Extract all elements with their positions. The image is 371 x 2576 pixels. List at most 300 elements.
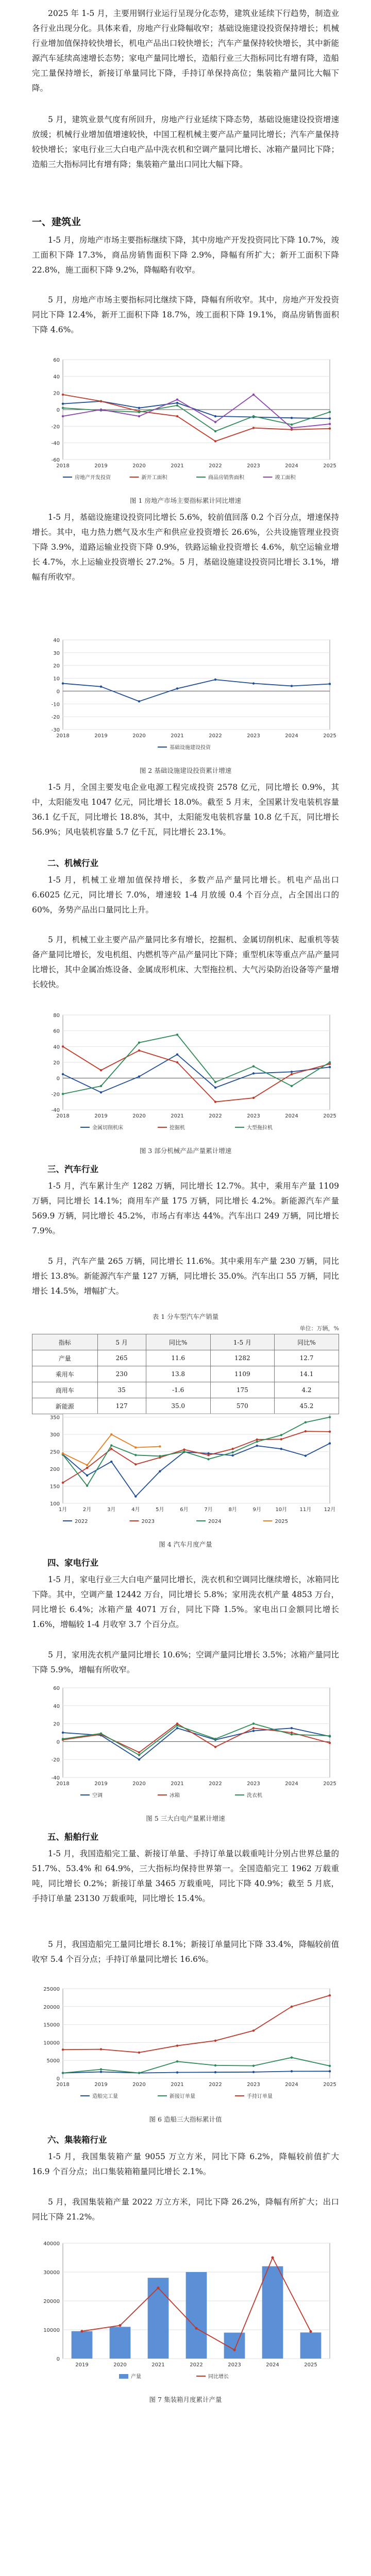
x-tick-label: 2024 bbox=[285, 1781, 298, 1787]
x-tick-label: 9月 bbox=[252, 1507, 261, 1513]
y-tick-label: 20 bbox=[53, 663, 60, 669]
series-point bbox=[252, 427, 255, 429]
x-tick-label: 2018 bbox=[56, 733, 70, 739]
y-tick-label: 200 bbox=[49, 1467, 60, 1473]
series-point bbox=[252, 1097, 255, 1099]
intro-paragraph-1: 2025 年 1-5 月，主要用钢行业运行呈现分化态势，建筑业延续下行趋势，制造业各行业出现分化。具体来看，房地产行业降幅收窄；基础设施建设投资保持增长；机械行业增加值保持较快增长，机电产品出口较快增长；汽车产量保持较快增长，其中新能源汽车延续高速增长态势；家电产量同比增长，造船行业三大指标同比有增有降，造船完工量保持增长，新接订单量同比下降，手持订单保持高位；集装箱产量同比大幅下降。 bbox=[32, 9, 339, 93]
legend-label: 冰箱 bbox=[170, 1793, 180, 1799]
figure-2 bbox=[32, 633, 339, 761]
auto-paragraph-2: 5 月，汽车产量 265 万辆，同比增长 11.6%。其中乘用车产量 230 万辆，同比增长 13.8%。新能源汽车产量 127 万辆，同比增长 35.0%。汽车出口 55 万辆，同比增长 14.5%，增幅扩大。 bbox=[32, 1257, 339, 1296]
y-tick-label: 40 bbox=[53, 374, 60, 380]
bar bbox=[72, 2331, 93, 2359]
series-point bbox=[329, 1416, 331, 1418]
y-tick-label: 40 bbox=[53, 1703, 60, 1709]
series-point bbox=[100, 2068, 102, 2070]
table-cell: 570 bbox=[210, 1398, 274, 1414]
auto-paragraph-1: 1-5 月，汽车累计生产 1282 万辆，同比增长 12.7%。其中，乘用车产量 1109 万辆，同比增长 14.1%；商用车产量 175 万辆，同比增长 4.2%。新能源汽车产量 569.9 万辆，同比增长 45.2%，市场占有率达 44%。汽车出口 249 万辆，同比增长 7.9%。 bbox=[32, 1181, 339, 1235]
shipbuilding-line-chart bbox=[32, 1981, 339, 2110]
series-point bbox=[138, 2052, 140, 2054]
series-point bbox=[329, 1442, 331, 1444]
legend-label: 手持订单量 bbox=[247, 2094, 273, 2099]
series-point bbox=[138, 415, 140, 417]
series-point bbox=[86, 1467, 88, 1469]
series-point bbox=[138, 1049, 140, 1052]
x-tick-label: 2022 bbox=[190, 2362, 203, 2368]
series-point bbox=[176, 687, 178, 689]
figure-5-caption: 图 5 三大白电产量累计增速 bbox=[146, 1815, 225, 1822]
series-point bbox=[134, 1446, 137, 1448]
y-tick-label: 30000 bbox=[43, 2270, 60, 2276]
series-point bbox=[62, 1073, 64, 1075]
legend-label: 竣工面积 bbox=[275, 475, 296, 481]
series-point bbox=[86, 1475, 88, 1477]
series-point bbox=[291, 417, 293, 419]
x-tick-label: 2025 bbox=[323, 1113, 336, 1119]
y-tick-label: 300 bbox=[49, 1432, 60, 1438]
series-point bbox=[100, 409, 102, 411]
table-cell: 35.0 bbox=[146, 1398, 210, 1414]
x-tick-label: 2018 bbox=[56, 463, 70, 469]
bar bbox=[186, 2272, 207, 2359]
x-tick-label: 2018 bbox=[56, 2082, 70, 2088]
series-point bbox=[86, 1464, 88, 1466]
x-tick-label: 2020 bbox=[132, 463, 146, 469]
table-cell: 12.7 bbox=[274, 1350, 339, 1366]
x-tick-label: 2019 bbox=[94, 1113, 108, 1119]
y-tick-label: 350 bbox=[49, 1415, 60, 1421]
y-tick-label: 40000 bbox=[43, 2241, 60, 2247]
series-point bbox=[329, 1742, 331, 1744]
y-tick-label: -20 bbox=[51, 424, 60, 430]
y-tick-label: 25000 bbox=[43, 1987, 60, 1992]
x-tick-label: 2022 bbox=[209, 463, 222, 469]
series-point bbox=[291, 2070, 293, 2072]
y-tick-label: 20 bbox=[53, 391, 60, 397]
x-tick-label: 2019 bbox=[94, 2082, 108, 2088]
figure-4-caption: 图 4 汽车月度产量 bbox=[159, 1540, 212, 1548]
table-caption: 表 1 分车型汽车产销量 bbox=[152, 1313, 219, 1320]
series-point bbox=[309, 2330, 312, 2333]
y-tick-label: 20000 bbox=[43, 2299, 60, 2304]
figure-7 bbox=[32, 2236, 339, 2391]
y-tick-label: 0 bbox=[56, 2076, 60, 2082]
series-point bbox=[214, 2040, 216, 2042]
series-point bbox=[252, 394, 255, 396]
figure-3-caption: 图 3 部分机械产品产量累计增速 bbox=[139, 1147, 232, 1155]
y-tick-label: 5000 bbox=[46, 2058, 60, 2064]
x-tick-label: 2023 bbox=[247, 1781, 260, 1787]
figure-7-caption: 图 7 集装箱月度累计产量 bbox=[149, 2396, 222, 2403]
table-row bbox=[32, 1350, 339, 1366]
legend-label: 产量 bbox=[131, 2374, 141, 2380]
series-point bbox=[134, 1495, 137, 1497]
y-tick-label: -40 bbox=[51, 1108, 60, 1113]
table-cell: 1109 bbox=[210, 1366, 274, 1382]
y-tick-label: 10000 bbox=[43, 2328, 60, 2333]
series-point bbox=[100, 400, 102, 402]
table-cell: 175 bbox=[210, 1382, 274, 1398]
x-tick-label: 2020 bbox=[132, 1113, 146, 1119]
series-point bbox=[233, 2349, 235, 2351]
legend-swatch bbox=[119, 2374, 128, 2379]
table-cell: 230 bbox=[97, 1366, 146, 1382]
appliance-line-chart bbox=[32, 1681, 339, 1809]
series-point bbox=[252, 1722, 255, 1724]
y-tick-label: 60 bbox=[53, 1686, 60, 1691]
x-tick-label: 3月 bbox=[107, 1507, 116, 1513]
series-point bbox=[183, 1450, 185, 1452]
table-cell: 新能源 bbox=[32, 1398, 98, 1414]
plot-frame bbox=[63, 640, 330, 730]
series-point bbox=[62, 682, 64, 684]
series-point bbox=[291, 2006, 293, 2008]
x-tick-label: 2020 bbox=[113, 2362, 127, 2368]
table-cell: -1.6 bbox=[146, 1382, 210, 1398]
series-point bbox=[110, 1461, 112, 1463]
x-tick-label: 2021 bbox=[171, 1781, 184, 1787]
series-point bbox=[100, 1069, 102, 1071]
y-tick-label: 15000 bbox=[43, 2022, 60, 2028]
series-point bbox=[291, 1085, 293, 1087]
series-point bbox=[214, 1738, 216, 1740]
x-tick-label: 5月 bbox=[156, 1507, 164, 1513]
shipbuilding-paragraph-2: 5 月，我国造船完工量同比增长 8.1%；新接订单量同比下降 33.4%，降幅较前值收窄 5.4 个百分点；手持订单量同比增长 16.6%。 bbox=[32, 1940, 339, 1964]
series-point bbox=[195, 2327, 197, 2330]
series-point bbox=[280, 1434, 282, 1436]
series-point bbox=[280, 1448, 282, 1450]
bar bbox=[148, 2278, 169, 2359]
machinery-paragraph-2: 5 月，机械工业主要产品产量同比多有增长，挖掘机、金属切削机床、起重机等装备产量同比增长，发电机组、内燃机等产品产量同比下降；重型机床等重点产品产量同比增长，其中金属冶炼设备、金属成形机床、大型拖拉机、大气污染防治设备等产量增长较快。 bbox=[32, 935, 339, 989]
series-point bbox=[110, 1444, 112, 1446]
x-tick-label: 1月 bbox=[58, 1507, 68, 1513]
y-tick-label: -20 bbox=[51, 715, 60, 721]
section-title-construction: 一、建筑业 bbox=[32, 216, 81, 228]
x-tick-label: 2021 bbox=[171, 733, 184, 739]
figure-5 bbox=[32, 1681, 339, 1809]
x-tick-label: 2020 bbox=[132, 733, 146, 739]
series-point bbox=[252, 1065, 255, 1067]
y-tick-label: 30 bbox=[53, 650, 60, 656]
series-point bbox=[176, 398, 178, 400]
series-point bbox=[138, 411, 140, 413]
series-point bbox=[176, 415, 178, 417]
series-point bbox=[305, 1421, 307, 1423]
construction-paragraph-3: 1-5 月，基础设施建设投资同比增长 5.6%，较前值回落 0.2 个百分点，增速保持增长。其中，电力热力燃气及水生产和供应业投资增长 26.6%，公共设施管理业投资下降 3.9%，道路运输业投资下降 0.9%，铁路运输业投资增长 4.6%，航空运输业增长 4.7%，水上运输业投资增长 27.2%。5 月，基础设施建设投资同比增长 3.1%，增幅有所收窄。 bbox=[32, 513, 339, 582]
series-point bbox=[291, 423, 293, 426]
table-cell: 产量 bbox=[32, 1350, 98, 1366]
series-point bbox=[214, 430, 216, 432]
series-point bbox=[252, 2064, 255, 2066]
series-point bbox=[329, 1735, 331, 1737]
series-point bbox=[176, 1053, 178, 1055]
series-point bbox=[291, 1727, 293, 1729]
section-title-container: 六、集装箱行业 bbox=[47, 2135, 107, 2145]
x-tick-label: 2023 bbox=[247, 463, 260, 469]
series-point bbox=[62, 1452, 64, 1454]
series-point bbox=[231, 1454, 233, 1456]
legend-label: 同比增长 bbox=[208, 2374, 229, 2380]
table-header-cell: 同比% bbox=[146, 1334, 210, 1350]
series-point bbox=[214, 1100, 216, 1103]
plot-frame bbox=[63, 1989, 330, 2078]
container-paragraph-1: 1-5 月，我国集装箱产量 9055 万立方米，同比下降 6.2%，降幅较前值扩大 16.9 个百分点；出口集装箱箱量同比增长 2.1%。 bbox=[32, 2152, 339, 2176]
x-tick-label: 2024 bbox=[285, 733, 298, 739]
series-point bbox=[62, 1738, 64, 1740]
y-tick-label: 20 bbox=[53, 1060, 60, 1066]
series-point bbox=[291, 2056, 293, 2058]
table-cell: 127 bbox=[97, 1398, 146, 1414]
y-tick-label: 20 bbox=[53, 1721, 60, 1727]
series-point bbox=[329, 428, 331, 430]
table-cell: 商用车 bbox=[32, 1382, 98, 1398]
series-point bbox=[252, 2029, 255, 2031]
y-tick-label: 100 bbox=[49, 1501, 60, 1507]
table-cell: 265 bbox=[97, 1350, 146, 1366]
series-point bbox=[62, 1045, 64, 1047]
table-header-cell: 同比% bbox=[274, 1334, 339, 1350]
table-row bbox=[32, 1366, 339, 1382]
figure-6 bbox=[32, 1981, 339, 2110]
y-tick-label: -20 bbox=[51, 1092, 60, 1098]
series-point bbox=[62, 394, 64, 396]
table-cell: 45.2 bbox=[274, 1398, 339, 1414]
series-point bbox=[62, 1732, 64, 1734]
x-tick-label: 8月 bbox=[228, 1507, 237, 1513]
appliance-paragraph-2: 5 月，家用洗衣机产量同比增长 10.6%；空调产量同比增长 3.5%；冰箱产量同比下降 5.9%，增幅有所收窄。 bbox=[32, 1650, 339, 1674]
series-point bbox=[231, 1451, 233, 1453]
auto-output-table bbox=[32, 1334, 339, 1414]
series-point bbox=[159, 1445, 161, 1447]
legend-label: 挖掘机 bbox=[170, 1125, 185, 1131]
series-point bbox=[256, 1445, 258, 1447]
series-point bbox=[256, 1440, 258, 1443]
construction-paragraph-2: 5 月，房地产市场主要指标同比继续下降，降幅有所收窄。其中，房地产开发投资同比下降 12.4%，新开工面积下降 18.7%，竣工面积下降 19.1%，商品房销售面积下降 4.6%。 bbox=[32, 295, 339, 334]
real-estate-line-chart bbox=[32, 352, 339, 492]
series-point bbox=[291, 685, 293, 687]
section-title-auto: 三、汽车行业 bbox=[47, 1164, 98, 1174]
series-point bbox=[329, 417, 331, 419]
legend-label: 房地产开发投资 bbox=[75, 475, 111, 481]
series-point bbox=[252, 682, 255, 684]
series-point bbox=[252, 1072, 255, 1074]
series-point bbox=[252, 1727, 255, 1729]
legend-label: 2023 bbox=[141, 1519, 155, 1524]
x-tick-label: 2020 bbox=[132, 2082, 146, 2088]
series-point bbox=[329, 1066, 331, 1068]
series-point bbox=[159, 1470, 161, 1472]
series-point bbox=[214, 440, 216, 442]
series-point bbox=[62, 2048, 64, 2050]
x-tick-label: 2024 bbox=[285, 2082, 298, 2088]
y-tick-label: 40 bbox=[53, 638, 60, 643]
x-tick-label: 10月 bbox=[275, 1507, 288, 1513]
series-point bbox=[157, 2286, 159, 2289]
y-tick-label: 40 bbox=[53, 1044, 60, 1050]
series-point bbox=[329, 2070, 331, 2072]
y-tick-label: 0 bbox=[56, 689, 60, 695]
y-tick-label: 0 bbox=[56, 1076, 60, 1082]
legend-label: 新开工面积 bbox=[141, 475, 167, 481]
plot-frame bbox=[63, 1414, 330, 1503]
series-point bbox=[207, 1454, 209, 1456]
legend-label: 商品房销售面积 bbox=[208, 475, 244, 481]
figure-3 bbox=[32, 1008, 339, 1142]
series-point bbox=[100, 2071, 102, 2073]
x-tick-label: 2020 bbox=[132, 1781, 146, 1787]
x-tick-label: 2019 bbox=[94, 733, 108, 739]
series-point bbox=[100, 686, 102, 688]
series-point bbox=[252, 1730, 255, 1732]
series-point bbox=[80, 2330, 83, 2332]
construction-paragraph-1: 1-5 月，房地产市场主要指标继续下降，其中房地产开发投资同比下降 10.7%，竣工面积下降 17.3%，商品房销售面积下降 2.9%，降幅有所扩大；新开工面积下降 22.8%，施工面积下降 9.2%，降幅略有收窄。 bbox=[32, 235, 339, 275]
series-point bbox=[119, 2324, 121, 2327]
section-title-shipbuilding: 五、船舶行业 bbox=[47, 1832, 98, 1842]
machinery-line-chart bbox=[32, 1008, 339, 1142]
series-point bbox=[252, 415, 255, 417]
shipbuilding-paragraph-1: 1-5 月，我国造船完工量、新接订单量、手持订单量以载重吨计分别占世界总量的 51.7%、53.4% 和 64.9%，三大指标均保持世界第一。全国造船完工 1962 万载重吨，同比增长 0.2%；新接订单量 3465 万载重吨，同比下降 40.9%；截至 5 月底，手持订单量 23130 万载重吨，同比增长 15.4%。 bbox=[32, 1849, 339, 1903]
x-tick-label: 2021 bbox=[171, 463, 184, 469]
section-title-appliance: 四、家电行业 bbox=[47, 1558, 98, 1568]
x-tick-label: 2022 bbox=[209, 1781, 222, 1787]
legend-label: 新接订单量 bbox=[170, 2094, 195, 2099]
legend-label: 大型拖拉机 bbox=[247, 1125, 273, 1131]
auto-monthly-line-chart bbox=[32, 1406, 339, 1535]
series-point bbox=[138, 2072, 140, 2074]
x-tick-label: 2018 bbox=[56, 1113, 70, 1119]
figure-1-caption: 图 1 房地产市场主要指标累计同比增速 bbox=[130, 497, 241, 504]
series-point bbox=[291, 1073, 293, 1075]
x-tick-label: 2025 bbox=[323, 1781, 336, 1787]
table-cell: 35 bbox=[97, 1382, 146, 1398]
y-tick-label: -40 bbox=[51, 1775, 60, 1781]
series-point bbox=[62, 1093, 64, 1095]
x-tick-label: 2024 bbox=[285, 1113, 298, 1119]
series-point bbox=[176, 1033, 178, 1036]
series-point bbox=[138, 407, 140, 409]
x-tick-label: 2019 bbox=[94, 463, 108, 469]
y-tick-label: 0 bbox=[56, 1739, 60, 1745]
container-paragraph-2: 5 月，我国集装箱产量 2022 万立方米，同比下降 26.2%，降幅有所扩大；出口同比下降 21.2%。 bbox=[32, 2197, 339, 2222]
series-point bbox=[214, 679, 216, 681]
bar bbox=[300, 2332, 322, 2359]
series-point bbox=[138, 1041, 140, 1043]
y-tick-label: 250 bbox=[49, 1449, 60, 1455]
series-point bbox=[271, 2256, 274, 2259]
table-cell: 14.1 bbox=[274, 1366, 339, 1382]
table-cell: 4.2 bbox=[274, 1382, 339, 1398]
series-point bbox=[134, 1454, 137, 1456]
series-point bbox=[291, 427, 293, 429]
series-point bbox=[159, 1455, 161, 1457]
figure-6-caption: 图 6 造船三大指标累计值 bbox=[149, 2115, 222, 2123]
series-point bbox=[62, 402, 64, 404]
series-point bbox=[214, 415, 216, 417]
appliance-paragraph-1: 1-5 月，家电行业三大白电产量同比增长，洗衣机和空调同比继续增长，冰箱同比下降。其中，空调产量 12442 万台，同比增长 5.8%；家用洗衣机产量 4853 万台，同比增长 6.4%；冰箱产量 4071 万台，同比下降 1.5%。家电出口金额同比增长 1.6%，增幅较 1-4 月收窄 3.7 个百分点。 bbox=[32, 1575, 339, 1629]
series-point bbox=[110, 1448, 112, 1450]
y-tick-label: 60 bbox=[53, 1028, 60, 1035]
series-point bbox=[280, 1438, 282, 1440]
x-tick-label: 2018 bbox=[56, 1781, 70, 1787]
table-header-cell: 5 月 bbox=[97, 1334, 146, 1350]
series-point bbox=[214, 2064, 216, 2066]
y-tick-label: -10 bbox=[51, 702, 60, 708]
series-point bbox=[138, 1754, 140, 1756]
x-tick-label: 2月 bbox=[82, 1507, 92, 1513]
y-tick-label: 20000 bbox=[43, 2004, 60, 2010]
series-point bbox=[176, 2060, 178, 2062]
series-point bbox=[176, 1727, 178, 1729]
series-point bbox=[100, 1091, 102, 1093]
series-point bbox=[214, 2071, 216, 2073]
series-point bbox=[62, 1482, 64, 1484]
series-point bbox=[100, 1733, 102, 1735]
container-bar-chart bbox=[32, 2236, 339, 2391]
x-tick-label: 4月 bbox=[131, 1507, 140, 1513]
series-point bbox=[305, 1430, 307, 1432]
table-header-cell: 指标 bbox=[32, 1334, 98, 1350]
x-tick-label: 2023 bbox=[228, 2362, 241, 2368]
bar bbox=[262, 2266, 283, 2359]
y-tick-label: 150 bbox=[49, 1484, 60, 1490]
series-point bbox=[329, 1061, 331, 1063]
series-point bbox=[214, 421, 216, 423]
table-unit: 单位：万辆，% bbox=[299, 1325, 339, 1332]
table-header-cell: 1-5 月 bbox=[210, 1334, 274, 1350]
section-title-machinery: 二、机械行业 bbox=[47, 858, 98, 868]
figure-1 bbox=[32, 352, 339, 492]
auto-table-block bbox=[32, 1312, 339, 1414]
series-point bbox=[138, 1758, 140, 1760]
series-point bbox=[138, 1075, 140, 1077]
series-point bbox=[329, 423, 331, 425]
legend-label: 空调 bbox=[92, 1793, 103, 1799]
y-tick-label: -30 bbox=[51, 727, 60, 733]
series-point bbox=[291, 1733, 293, 1735]
x-tick-label: 2025 bbox=[304, 2362, 317, 2368]
y-tick-label: 0 bbox=[56, 408, 60, 413]
series-point bbox=[214, 1087, 216, 1089]
table-cell: 13.8 bbox=[146, 1366, 210, 1382]
x-tick-label: 2023 bbox=[247, 2082, 260, 2088]
infrastructure-line-chart bbox=[32, 633, 339, 761]
series-point bbox=[110, 1433, 112, 1435]
y-tick-label: -20 bbox=[51, 1757, 60, 1764]
table-cell: 乘用车 bbox=[32, 1366, 98, 1382]
x-tick-label: 12月 bbox=[324, 1507, 336, 1513]
y-tick-label: 60 bbox=[53, 358, 60, 363]
series-point bbox=[329, 2065, 331, 2067]
x-tick-label: 2024 bbox=[266, 2362, 279, 2368]
series-point bbox=[329, 1994, 331, 1996]
y-tick-label: -60 bbox=[51, 457, 60, 463]
legend-label: 2024 bbox=[208, 1519, 222, 1524]
series-point bbox=[100, 1085, 102, 1087]
legend-label: 2025 bbox=[275, 1519, 288, 1524]
series-point bbox=[134, 1463, 137, 1465]
series-point bbox=[176, 2071, 178, 2073]
x-tick-label: 2023 bbox=[247, 733, 260, 739]
x-tick-label: 2019 bbox=[75, 2362, 89, 2368]
series-point bbox=[214, 1081, 216, 1083]
series-point bbox=[176, 1724, 178, 1726]
figure-2-caption: 图 2 基础设施建设投资累计增速 bbox=[139, 767, 232, 774]
x-tick-label: 2025 bbox=[323, 733, 336, 739]
series-point bbox=[100, 2048, 102, 2050]
series-point bbox=[62, 407, 64, 409]
figure-4 bbox=[32, 1406, 339, 1535]
legend-label: 2022 bbox=[75, 1519, 88, 1524]
y-tick-label: 0 bbox=[56, 2357, 60, 2362]
